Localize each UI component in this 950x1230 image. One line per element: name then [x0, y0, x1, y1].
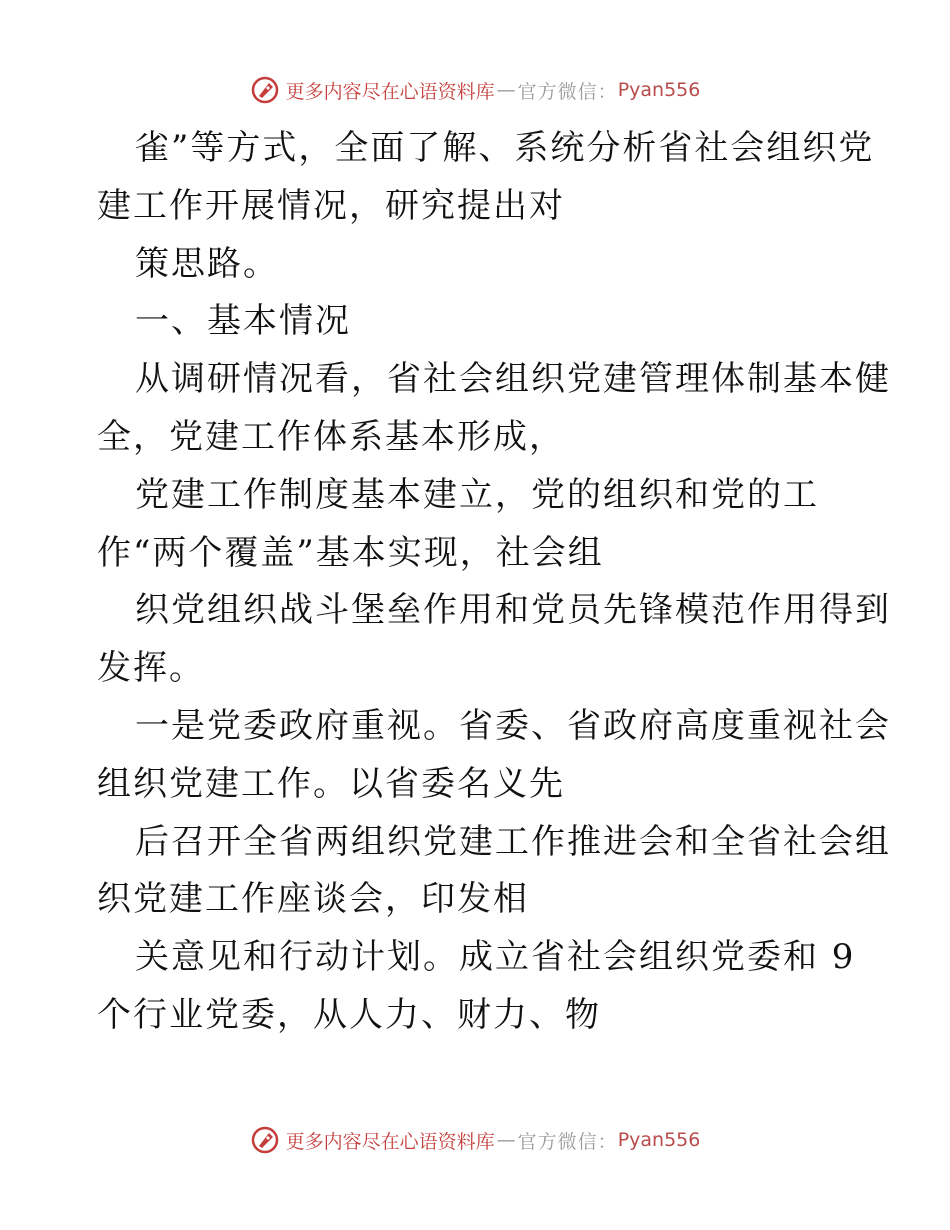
pen-nib-circle-icon [250, 1125, 280, 1155]
text-line: 一是党委政府重视。省委、省政府高度重视社会 [135, 705, 891, 746]
watermark-wechat-label: 官方微信： [517, 80, 618, 103]
text-line: 织党建工作座谈会，印发相 [97, 879, 529, 920]
watermark-separator: — [496, 1129, 516, 1151]
text-line: 策思路。 [135, 243, 279, 284]
watermark-separator: — [496, 79, 516, 101]
text-line: 雀”等方式，全面了解、系统分析省社会组织党 [135, 128, 875, 168]
text-line: 组织党建工作。以省委名义先 [97, 763, 565, 804]
footer-watermark [0, 1120, 950, 1160]
text-line: 个行业党委，从人力、财力、物 [97, 994, 601, 1035]
section-heading: 一、基本情况 [135, 301, 351, 342]
watermark-brand: 更多内容尽在心语资料库 [285, 80, 495, 103]
pen-nib-circle-icon [250, 75, 280, 105]
text-line: 建工作开展情况，研究提出对 [97, 185, 565, 226]
text-line: 从调研情况看，省社会组织党建管理体制基本健 [135, 359, 891, 400]
header-watermark [0, 70, 950, 110]
text-line: 全，党建工作体系基本形成， [97, 416, 565, 457]
watermark-wechat-id: Pyan556 [617, 79, 701, 101]
text-line: 发挥。 [97, 648, 205, 689]
text-line: 后召开全省两组织党建工作推进会和全省社会组 [135, 821, 891, 862]
document-body [97, 120, 891, 1045]
watermark-wechat-id: Pyan556 [617, 1129, 701, 1151]
text-line: 织党组织战斗堡垒作用和党员先锋模范作用得到 [135, 590, 891, 631]
watermark-wechat-label: 官方微信： [517, 1130, 618, 1153]
text-line: 党建工作制度基本建立，党的组织和党的工 [135, 474, 819, 515]
watermark-brand: 更多内容尽在心语资料库 [285, 1130, 495, 1153]
text-line: 作“两个覆盖”基本实现，社会组 [97, 532, 604, 573]
text-line: 关意见和行动计划。成立省社会组织党委和 9 [135, 937, 856, 978]
